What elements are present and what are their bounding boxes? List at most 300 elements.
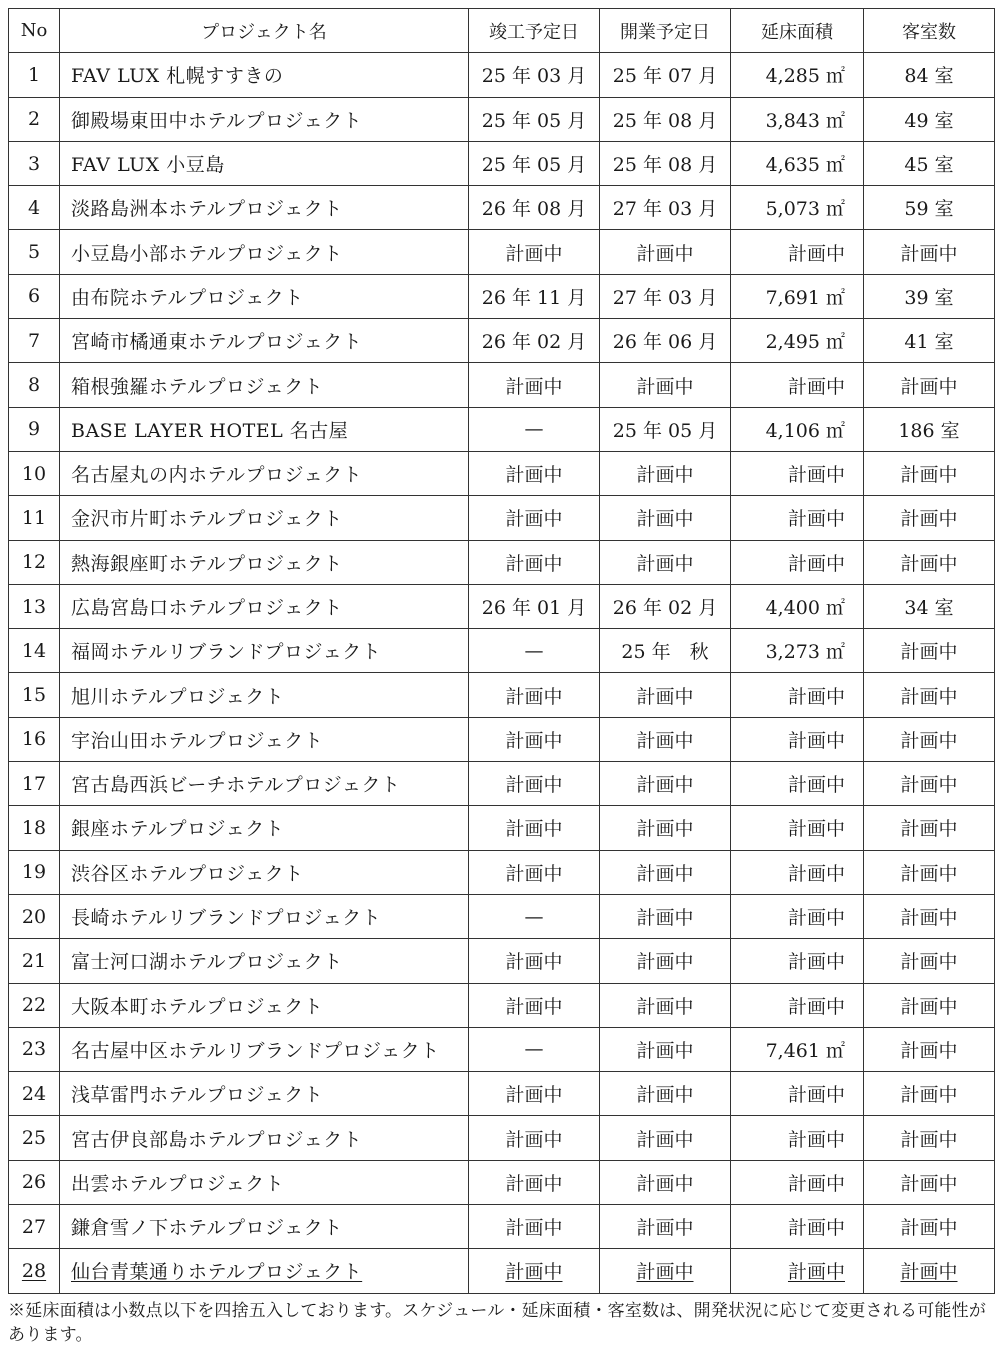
cell-completion-date-text: 計画中: [505, 862, 563, 885]
cell-project-name: [60, 319, 469, 363]
cell-opening-date-text: 計画中: [636, 685, 694, 708]
cell-floor-area: [731, 850, 864, 894]
cell-project-name-text: 出雲ホテルプロジェクト: [71, 1172, 285, 1195]
cell-no: [9, 363, 60, 407]
cell-room-count: [864, 584, 995, 628]
cell-project-name: [60, 407, 469, 451]
hotel-project-table: [8, 8, 995, 1294]
cell-no-text: 15: [21, 684, 47, 707]
cell-opening-date-text: 27 年 03 月: [612, 286, 718, 309]
cell-no: [9, 451, 60, 495]
cell-completion-date: [469, 806, 600, 850]
cell-room-count-text: 39 室: [904, 286, 954, 309]
cell-room-count: [864, 1116, 995, 1160]
cell-completion-date: [469, 53, 600, 97]
header-completion-date: 竣工予定日: [469, 9, 600, 53]
cell-completion-date: [469, 1072, 600, 1116]
cell-no: [9, 407, 60, 451]
cell-floor-area: [731, 1116, 864, 1160]
cell-floor-area-text: 計画中: [787, 464, 845, 487]
cell-room-count: [864, 762, 995, 806]
cell-project-name-text: 御殿場東田中ホテルプロジェクト: [71, 109, 363, 132]
table-row: [9, 540, 995, 584]
cell-project-name-text: 銀座ホテルプロジェクト: [71, 818, 285, 841]
cell-opening-date-text: 計画中: [636, 818, 694, 841]
table-row: [9, 1249, 995, 1293]
cell-floor-area-text: 計画中: [787, 685, 845, 708]
cell-no-text: 11: [21, 506, 47, 529]
cell-no-text: 26: [21, 1171, 47, 1194]
cell-opening-date-text: 計画中: [636, 1128, 694, 1151]
cell-completion-date: [469, 673, 600, 717]
cell-project-name: [60, 53, 469, 97]
cell-room-count: [864, 983, 995, 1027]
cell-no-text: 20: [21, 905, 47, 928]
cell-completion-date-text: 26 年 02 月: [481, 331, 587, 354]
cell-opening-date: [600, 407, 731, 451]
cell-project-name-text: 鎌倉雪ノ下ホテルプロジェクト: [71, 1217, 343, 1240]
cell-room-count: [864, 97, 995, 141]
cell-no-text: 9: [27, 418, 41, 441]
cell-no-text: 3: [27, 152, 41, 175]
cell-project-name-text: 淡路島洲本ホテルプロジェクト: [71, 198, 343, 221]
table-row: [9, 1205, 995, 1249]
cell-floor-area: [731, 939, 864, 983]
cell-completion-date: [469, 894, 600, 938]
cell-completion-date-text: 26 年 11 月: [481, 286, 587, 309]
table-row: [9, 762, 995, 806]
cell-room-count-text: 計画中: [900, 464, 958, 487]
cell-opening-date-text: 計画中: [636, 464, 694, 487]
cell-opening-date: [600, 363, 731, 407]
cell-project-name: [60, 496, 469, 540]
cell-no-text: 4: [27, 196, 41, 219]
cell-opening-date: [600, 1160, 731, 1204]
cell-floor-area-text: 計画中: [787, 1217, 845, 1240]
table-row: [9, 141, 995, 185]
cell-floor-area-text: 7,691 ㎡: [765, 286, 845, 309]
cell-completion-date-text: —: [524, 418, 544, 441]
cell-project-name: [60, 939, 469, 983]
cell-no: [9, 1027, 60, 1071]
cell-opening-date-text: 計画中: [636, 951, 694, 974]
cell-floor-area-text: 計画中: [787, 375, 845, 398]
cell-floor-area-text: 4,106 ㎡: [765, 419, 845, 442]
table-row: [9, 1160, 995, 1204]
cell-no: [9, 186, 60, 230]
cell-room-count-text: 計画中: [900, 862, 958, 885]
cell-no-text: 10: [21, 462, 47, 485]
cell-floor-area-text: 計画中: [787, 1172, 845, 1195]
cell-project-name: [60, 1205, 469, 1249]
cell-project-name: [60, 717, 469, 761]
cell-floor-area: [731, 762, 864, 806]
cell-opening-date-text: 計画中: [636, 1261, 694, 1284]
cell-floor-area-text: 3,843 ㎡: [765, 109, 845, 132]
cell-opening-date-text: 26 年 06 月: [612, 331, 718, 354]
cell-floor-area: [731, 717, 864, 761]
cell-opening-date-text: 計画中: [636, 1039, 694, 1062]
cell-project-name-text: 浅草雷門ホテルプロジェクト: [71, 1084, 324, 1107]
cell-opening-date: [600, 850, 731, 894]
cell-room-count-text: 計画中: [900, 995, 958, 1018]
table-row: [9, 1027, 995, 1071]
cell-floor-area: [731, 53, 864, 97]
cell-opening-date: [600, 496, 731, 540]
cell-project-name-text: 宇治山田ホテルプロジェクト: [71, 729, 324, 752]
cell-no: [9, 496, 60, 540]
cell-no-text: 16: [21, 728, 47, 751]
cell-floor-area: [731, 141, 864, 185]
cell-no: [9, 806, 60, 850]
cell-floor-area: [731, 274, 864, 318]
cell-no-text: 7: [27, 329, 41, 352]
cell-floor-area-text: 5,073 ㎡: [765, 198, 845, 221]
cell-project-name-text: 名古屋丸の内ホテルプロジェクト: [71, 464, 363, 487]
cell-project-name: [60, 230, 469, 274]
cell-project-name: [60, 629, 469, 673]
cell-opening-date-text: 27 年 03 月: [612, 198, 718, 221]
cell-room-count: [864, 894, 995, 938]
table-row: [9, 584, 995, 628]
cell-room-count-text: 49 室: [904, 109, 954, 132]
cell-opening-date-text: 計画中: [636, 242, 694, 265]
cell-completion-date-text: 計画中: [505, 1217, 563, 1240]
cell-floor-area-text: 計画中: [787, 1084, 845, 1107]
cell-project-name-text: 広島宮島口ホテルプロジェクト: [71, 597, 343, 619]
table-row: [9, 230, 995, 274]
cell-opening-date: [600, 274, 731, 318]
cell-completion-date-text: 計画中: [505, 508, 563, 531]
cell-opening-date-text: 計画中: [636, 774, 694, 797]
cell-opening-date: [600, 1249, 731, 1293]
cell-floor-area: [731, 496, 864, 540]
cell-completion-date-text: 計画中: [505, 818, 563, 841]
cell-room-count-text: 計画中: [900, 729, 958, 752]
cell-opening-date: [600, 451, 731, 495]
cell-opening-date-text: 計画中: [636, 508, 694, 531]
table-row: [9, 53, 995, 97]
cell-completion-date-text: —: [524, 905, 544, 928]
cell-floor-area-text: 計画中: [787, 907, 845, 930]
cell-no: [9, 540, 60, 584]
cell-project-name: [60, 894, 469, 938]
cell-room-count-text: 計画中: [900, 907, 958, 930]
cell-room-count-text: 計画中: [900, 508, 958, 531]
cell-room-count: [864, 1072, 995, 1116]
cell-opening-date: [600, 762, 731, 806]
cell-project-name-text: FAV LUX 札幌すすきの: [71, 65, 284, 88]
cell-completion-date-text: 計画中: [505, 729, 563, 752]
cell-room-count: [864, 274, 995, 318]
cell-no: [9, 97, 60, 141]
cell-no-text: 13: [21, 595, 47, 618]
cell-no-text: 14: [21, 639, 47, 662]
table-row: [9, 451, 995, 495]
cell-completion-date-text: 計画中: [505, 1261, 563, 1284]
cell-no: [9, 629, 60, 673]
table-row: [9, 983, 995, 1027]
cell-no-text: 21: [21, 949, 47, 972]
cell-no: [9, 53, 60, 97]
cell-opening-date-text: 25 年 08 月: [612, 154, 718, 177]
cell-completion-date: [469, 407, 600, 451]
cell-project-name: [60, 1027, 469, 1071]
cell-no: [9, 983, 60, 1027]
cell-project-name-text: 宮古伊良部島ホテルプロジェクト: [71, 1128, 363, 1151]
cell-room-count-text: 計画中: [900, 641, 958, 664]
cell-completion-date: [469, 939, 600, 983]
cell-project-name-text: 渋谷区ホテルプロジェクト: [71, 862, 304, 885]
footnote: ※延床面積は小数点以下を四捨五入しております。スケジュール・延床面積・客室数は、開発状況に応じて変更される可能性があります。: [8, 1300, 987, 1345]
cell-room-count-text: 計画中: [900, 375, 958, 398]
cell-room-count: [864, 850, 995, 894]
cell-no-text: 24: [21, 1082, 47, 1105]
cell-room-count: [864, 1249, 995, 1293]
cell-room-count: [864, 1160, 995, 1204]
cell-project-name: [60, 540, 469, 584]
cell-project-name-text: 長崎ホテルリブランドプロジェクト: [71, 907, 382, 930]
cell-room-count: [864, 363, 995, 407]
cell-opening-date: [600, 53, 731, 97]
cell-room-count-text: 計画中: [900, 951, 958, 974]
cell-completion-date-text: 26 年 01 月: [481, 597, 587, 619]
cell-project-name: [60, 1160, 469, 1204]
cell-opening-date-text: 計画中: [636, 907, 694, 930]
cell-completion-date-text: 計画中: [505, 242, 563, 265]
cell-floor-area-text: 計画中: [787, 508, 845, 531]
cell-floor-area-text: 2,495 ㎡: [765, 331, 845, 354]
cell-opening-date-text: 計画中: [636, 729, 694, 752]
cell-opening-date: [600, 141, 731, 185]
cell-opening-date-text: 計画中: [636, 995, 694, 1018]
cell-floor-area: [731, 1205, 864, 1249]
cell-room-count: [864, 673, 995, 717]
cell-floor-area-text: 計画中: [787, 729, 845, 752]
cell-room-count-text: 計画中: [900, 1217, 958, 1240]
cell-floor-area: [731, 186, 864, 230]
cell-floor-area: [731, 363, 864, 407]
cell-project-name: [60, 1249, 469, 1293]
table-row: [9, 274, 995, 318]
cell-floor-area: [731, 230, 864, 274]
cell-floor-area-text: 計画中: [787, 818, 845, 841]
table-row: [9, 939, 995, 983]
cell-completion-date-text: 計画中: [505, 464, 563, 487]
header-opening-date: 開業予定日: [600, 9, 731, 53]
table-row: [9, 319, 995, 363]
table-body: [9, 53, 995, 1293]
cell-project-name-text: 箱根強羅ホテルプロジェクト: [71, 375, 324, 398]
cell-project-name-text: 宮古島西浜ビーチホテルプロジェクト: [71, 774, 401, 797]
cell-floor-area: [731, 451, 864, 495]
cell-completion-date: [469, 141, 600, 185]
table-row: [9, 186, 995, 230]
cell-room-count: [864, 1027, 995, 1071]
cell-no: [9, 1205, 60, 1249]
cell-no: [9, 584, 60, 628]
cell-room-count: [864, 496, 995, 540]
cell-room-count-text: 45 室: [904, 154, 954, 177]
cell-completion-date-text: 計画中: [505, 951, 563, 974]
cell-no-text: 23: [21, 1038, 47, 1061]
cell-opening-date: [600, 1027, 731, 1071]
cell-completion-date: [469, 1249, 600, 1293]
cell-opening-date: [600, 1072, 731, 1116]
cell-opening-date-text: 計画中: [636, 862, 694, 885]
cell-project-name: [60, 363, 469, 407]
cell-project-name-text: 富士河口湖ホテルプロジェクト: [71, 951, 343, 974]
cell-completion-date-text: 計画中: [505, 995, 563, 1018]
cell-project-name: [60, 97, 469, 141]
cell-completion-date: [469, 1116, 600, 1160]
header-no: No: [9, 9, 60, 53]
cell-project-name: [60, 762, 469, 806]
cell-floor-area-text: 4,285 ㎡: [765, 65, 845, 88]
table-row: [9, 894, 995, 938]
cell-no: [9, 762, 60, 806]
cell-floor-area: [731, 97, 864, 141]
cell-opening-date: [600, 97, 731, 141]
cell-room-count: [864, 53, 995, 97]
cell-completion-date-text: 計画中: [505, 1172, 563, 1195]
cell-completion-date: [469, 496, 600, 540]
cell-opening-date: [600, 186, 731, 230]
cell-completion-date: [469, 983, 600, 1027]
cell-opening-date: [600, 584, 731, 628]
cell-no-text: 17: [21, 772, 47, 795]
cell-room-count: [864, 939, 995, 983]
cell-no-text: 8: [27, 374, 41, 397]
cell-opening-date: [600, 983, 731, 1027]
cell-project-name: [60, 451, 469, 495]
cell-room-count-text: 計画中: [900, 1084, 958, 1107]
header-room-count: 客室数: [864, 9, 995, 53]
cell-opening-date-text: 25 年 秋: [621, 641, 709, 664]
header-project-name: プロジェクト名: [60, 9, 469, 53]
cell-opening-date: [600, 939, 731, 983]
cell-completion-date-text: 計画中: [505, 1084, 563, 1107]
cell-completion-date-text: —: [524, 1038, 544, 1061]
cell-floor-area: [731, 894, 864, 938]
cell-room-count: [864, 806, 995, 850]
cell-opening-date: [600, 1116, 731, 1160]
cell-floor-area-text: 計画中: [787, 774, 845, 797]
cell-floor-area-text: 7,461 ㎡: [765, 1039, 845, 1062]
cell-opening-date: [600, 717, 731, 761]
table-row: [9, 97, 995, 141]
cell-floor-area: [731, 629, 864, 673]
cell-completion-date: [469, 230, 600, 274]
cell-room-count-text: 41 室: [904, 331, 954, 354]
table-row: [9, 363, 995, 407]
table-row: [9, 629, 995, 673]
cell-floor-area: [731, 1160, 864, 1204]
cell-completion-date-text: 26 年 08 月: [481, 198, 587, 221]
cell-floor-area: [731, 1072, 864, 1116]
table-row: [9, 407, 995, 451]
cell-room-count-text: 計画中: [900, 1261, 958, 1284]
cell-room-count-text: 計画中: [900, 774, 958, 797]
cell-project-name-text: 熱海銀座町ホテルプロジェクト: [71, 552, 343, 575]
cell-project-name-text: 福岡ホテルリブランドプロジェクト: [71, 641, 382, 664]
document: [8, 8, 994, 1347]
cell-project-name-text: 小豆島小部ホテルプロジェクト: [71, 242, 343, 265]
cell-opening-date-text: 25 年 07 月: [612, 65, 718, 88]
cell-completion-date: [469, 1205, 600, 1249]
cell-completion-date: [469, 584, 600, 628]
cell-room-count-text: 計画中: [900, 1172, 958, 1195]
cell-room-count-text: 34 室: [904, 597, 954, 619]
cell-opening-date-text: 25 年 05 月: [612, 419, 718, 442]
cell-room-count: [864, 407, 995, 451]
table-row: [9, 1072, 995, 1116]
cell-project-name: [60, 186, 469, 230]
cell-floor-area-text: 計画中: [787, 1128, 845, 1151]
cell-room-count-text: 計画中: [900, 1128, 958, 1151]
cell-room-count-text: 59 室: [904, 198, 954, 221]
cell-room-count: [864, 141, 995, 185]
cell-no-text: 25: [21, 1127, 47, 1150]
table-row: [9, 850, 995, 894]
cell-room-count-text: 186 室: [898, 419, 960, 442]
table-row: [9, 673, 995, 717]
cell-room-count-text: 計画中: [900, 1039, 958, 1062]
cell-completion-date: [469, 717, 600, 761]
cell-completion-date: [469, 319, 600, 363]
cell-no-text: 2: [27, 108, 41, 131]
cell-opening-date-text: 計画中: [636, 1217, 694, 1240]
cell-no-text: 19: [21, 861, 47, 884]
cell-no: [9, 1249, 60, 1293]
cell-project-name: [60, 1116, 469, 1160]
cell-completion-date-text: —: [524, 639, 544, 662]
table-header-row: [9, 9, 995, 53]
cell-floor-area: [731, 1249, 864, 1293]
header-floor-area: 延床面積: [731, 9, 864, 53]
cell-room-count: [864, 230, 995, 274]
cell-room-count-text: 計画中: [900, 818, 958, 841]
cell-opening-date: [600, 894, 731, 938]
cell-no-text: 28: [21, 1259, 47, 1282]
cell-project-name: [60, 274, 469, 318]
cell-opening-date-text: 26 年 02 月: [612, 597, 718, 619]
cell-floor-area-text: 4,400 ㎡: [765, 597, 845, 619]
cell-completion-date: [469, 1027, 600, 1071]
cell-floor-area: [731, 673, 864, 717]
cell-no-text: 22: [21, 994, 47, 1017]
cell-project-name-text: 大阪本町ホテルプロジェクト: [71, 995, 324, 1018]
cell-opening-date: [600, 230, 731, 274]
cell-completion-date: [469, 97, 600, 141]
cell-no-text: 1: [27, 63, 41, 86]
cell-project-name-text: 由布院ホテルプロジェクト: [71, 286, 304, 309]
cell-opening-date-text: 計画中: [636, 1084, 694, 1107]
cell-completion-date: [469, 629, 600, 673]
cell-floor-area: [731, 407, 864, 451]
cell-room-count-text: 計画中: [900, 242, 958, 265]
cell-floor-area-text: 計画中: [787, 951, 845, 974]
table-row: [9, 806, 995, 850]
cell-floor-area-text: 計画中: [787, 552, 845, 575]
table-row: [9, 496, 995, 540]
cell-completion-date: [469, 363, 600, 407]
cell-completion-date: [469, 451, 600, 495]
cell-completion-date: [469, 1160, 600, 1204]
cell-no: [9, 230, 60, 274]
cell-opening-date: [600, 806, 731, 850]
cell-opening-date: [600, 1205, 731, 1249]
